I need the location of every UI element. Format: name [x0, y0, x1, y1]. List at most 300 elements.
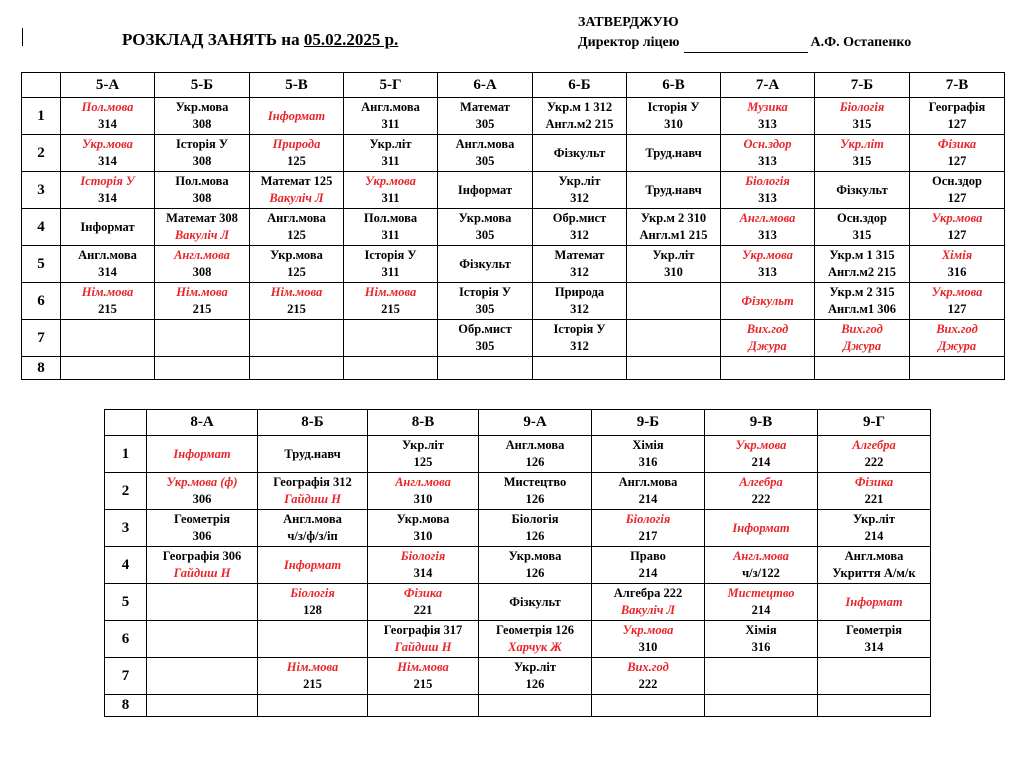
- lesson-line: Англ.м1 306: [827, 302, 897, 316]
- highlighted-line: Біологія: [290, 586, 335, 600]
- lesson-cell: [721, 98, 815, 135]
- lesson-cell: [147, 510, 258, 547]
- highlighted-line: Біологія: [839, 100, 885, 114]
- lesson-line: Англ.м1 215: [639, 228, 708, 242]
- highlighted-line: Вакуліч Л: [174, 228, 230, 242]
- highlighted-line: Джура: [748, 339, 787, 353]
- lesson-cell: [368, 547, 479, 584]
- lesson-number: 5: [105, 584, 147, 621]
- corner-cell: [105, 410, 147, 436]
- lesson-line: 308: [192, 265, 212, 279]
- lesson-cell: [155, 209, 250, 246]
- highlighted-line: Вакуліч Л: [620, 603, 676, 617]
- lesson-line: Математ: [554, 248, 605, 262]
- lesson-cell: [258, 658, 368, 695]
- lesson-line: 312: [570, 191, 589, 205]
- lesson-line: Англ.мова: [618, 475, 678, 489]
- lesson-cell: [155, 246, 250, 283]
- lesson-line: 306: [192, 529, 212, 543]
- lesson-cell: [258, 436, 368, 473]
- lesson-cell: [368, 695, 479, 717]
- lesson-cell: [258, 695, 368, 717]
- lesson-line: Труд.навч: [284, 446, 341, 461]
- class-header: 5-В: [250, 73, 344, 98]
- highlighted-line: Нім.мова: [286, 660, 339, 674]
- lesson-cell: [344, 135, 438, 172]
- class-header: 7-Б: [815, 73, 910, 98]
- lesson-cell: [250, 135, 344, 172]
- highlighted-line: Хімія: [941, 248, 973, 262]
- lesson-cell: [258, 473, 368, 510]
- approval-block: [578, 13, 911, 53]
- lesson-line: 127: [947, 117, 967, 131]
- lesson-row: [105, 658, 931, 695]
- lesson-line: Географія 306: [162, 549, 242, 563]
- lesson-cell: [250, 98, 344, 135]
- lesson-line: Труд.навч: [645, 182, 702, 197]
- highlighted-line: Інформат: [173, 446, 231, 461]
- lesson-cell: [147, 547, 258, 584]
- lesson-cell: [479, 436, 592, 473]
- lesson-line: 310: [638, 640, 658, 654]
- lesson-cell: [910, 209, 1005, 246]
- lesson-cell: [61, 246, 155, 283]
- lesson-line: 305: [475, 117, 495, 131]
- lesson-line: 316: [751, 640, 771, 654]
- lesson-line: Математ 125: [260, 174, 333, 188]
- highlighted-line: Інформат: [732, 520, 790, 535]
- lesson-cell: [147, 658, 258, 695]
- highlighted-line: Укр.мова (ф): [166, 475, 238, 489]
- lesson-cell: [344, 283, 438, 320]
- lesson-row: [105, 584, 931, 621]
- header-row: [105, 410, 931, 436]
- lesson-line: Труд.навч: [645, 145, 702, 160]
- lesson-line: 314: [98, 154, 117, 168]
- lesson-cell: [705, 436, 818, 473]
- highlighted-line: Нім.мова: [397, 660, 449, 674]
- lesson-line: 125: [287, 228, 306, 242]
- lesson-line: 311: [381, 117, 400, 131]
- lesson-line: Укр.мова: [458, 211, 512, 225]
- lesson-line: 214: [638, 566, 658, 580]
- lesson-cell: [818, 436, 931, 473]
- highlighted-line: Вакуліч Л: [269, 191, 324, 205]
- lesson-row: [105, 695, 931, 717]
- class-header: 8-А: [147, 410, 258, 436]
- highlighted-line: Вих.год: [746, 322, 789, 336]
- lesson-row: [22, 320, 1005, 357]
- lesson-line: 305: [475, 339, 495, 353]
- lesson-line: 312: [570, 265, 589, 279]
- lesson-cell: [155, 320, 250, 357]
- lesson-cell: [592, 695, 705, 717]
- lesson-line: 125: [287, 265, 306, 279]
- highlighted-line: Фізика: [403, 586, 443, 600]
- lesson-cell: [705, 658, 818, 695]
- class-header: 5-А: [61, 73, 155, 98]
- lesson-cell: [368, 436, 479, 473]
- lesson-cell: [61, 172, 155, 209]
- lesson-line: Укр.літ: [652, 248, 695, 262]
- class-header: 6-Б: [533, 73, 627, 98]
- lesson-line: ч/з/122: [742, 566, 780, 580]
- approve-label: ЗАТВЕРДЖУЮ: [578, 15, 679, 30]
- lesson-cell: [533, 357, 627, 380]
- lesson-cell: [479, 621, 592, 658]
- lesson-cell: [368, 658, 479, 695]
- lesson-number: 8: [105, 695, 147, 717]
- lesson-cell: [818, 695, 931, 717]
- lesson-line: Укр.літ: [369, 137, 412, 151]
- lesson-cell: [438, 320, 533, 357]
- lesson-line: Укр.м 2 310: [640, 211, 707, 225]
- lesson-line: 314: [98, 265, 117, 279]
- highlighted-line: Вих.год: [936, 322, 978, 336]
- lesson-line: 316: [947, 265, 967, 279]
- lesson-line: Обр.мист: [458, 322, 512, 336]
- lesson-cell: [155, 135, 250, 172]
- lesson-cell: [592, 584, 705, 621]
- lesson-line: 310: [664, 117, 683, 131]
- text-cursor-mark: [22, 28, 23, 46]
- lesson-row: [22, 283, 1005, 320]
- lesson-cell: [147, 584, 258, 621]
- lesson-line: Історія У: [175, 137, 229, 151]
- lesson-number: 1: [105, 436, 147, 473]
- lesson-cell: [344, 172, 438, 209]
- lesson-line: Укр.мова: [175, 100, 229, 114]
- lesson-cell: [815, 98, 910, 135]
- lesson-cell: [61, 357, 155, 380]
- lesson-cell: [368, 584, 479, 621]
- lesson-cell: [627, 98, 721, 135]
- lesson-cell: [721, 172, 815, 209]
- highlighted-line: Англ.мова: [733, 549, 789, 563]
- lesson-cell: [815, 246, 910, 283]
- lesson-cell: [147, 621, 258, 658]
- lesson-line: 311: [381, 191, 400, 205]
- highlighted-line: Нім.мова: [176, 285, 228, 299]
- lesson-line: 310: [664, 265, 683, 279]
- lesson-cell: [705, 584, 818, 621]
- class-header: 9-Г: [818, 410, 931, 436]
- lesson-cell: [258, 621, 368, 658]
- lesson-line: Історія У: [364, 248, 417, 262]
- lesson-line: Укр.мова: [396, 512, 450, 526]
- lesson-cell: [479, 584, 592, 621]
- lesson-cell: [818, 547, 931, 584]
- director-line: [578, 33, 911, 53]
- lesson-line: 215: [98, 302, 117, 316]
- highlighted-line: Укр.мова: [931, 211, 983, 225]
- lesson-line: 221: [864, 492, 884, 506]
- lesson-cell: [910, 320, 1005, 357]
- lesson-line: Укр.мова: [270, 248, 323, 262]
- lesson-line: Укр.м 2 315: [829, 285, 895, 299]
- lesson-cell: [344, 209, 438, 246]
- lesson-line: 316: [638, 455, 658, 469]
- lesson-cell: [627, 357, 721, 380]
- lesson-line: Географія: [928, 100, 986, 114]
- highlighted-line: Укр.мова: [742, 248, 793, 262]
- lesson-line: 214: [751, 603, 771, 617]
- highlighted-line: Алгебра: [852, 438, 896, 452]
- highlighted-line: Харчук Ж: [508, 640, 562, 654]
- lesson-row: [22, 246, 1005, 283]
- class-header: 9-А: [479, 410, 592, 436]
- lesson-cell: [258, 584, 368, 621]
- lesson-number: 2: [105, 473, 147, 510]
- lesson-number: 3: [105, 510, 147, 547]
- lesson-line: Англ.мова: [844, 549, 904, 563]
- lesson-cell: [155, 98, 250, 135]
- lesson-cell: [910, 135, 1005, 172]
- highlighted-line: Нім.мова: [81, 285, 134, 299]
- lesson-line: Алгебра 222: [613, 586, 683, 600]
- lesson-line: 127: [947, 228, 967, 242]
- lesson-line: 313: [758, 154, 777, 168]
- lesson-line: Укр.м 1 312: [546, 100, 613, 114]
- lesson-cell: [438, 209, 533, 246]
- lesson-cell: [705, 621, 818, 658]
- lesson-line: 222: [638, 677, 658, 691]
- lesson-cell: [910, 172, 1005, 209]
- lesson-cell: [147, 473, 258, 510]
- lesson-line: Пол.мова: [363, 211, 418, 225]
- lesson-line: 311: [381, 265, 400, 279]
- lesson-line: Англ.мова: [361, 100, 420, 114]
- lesson-line: 315: [852, 117, 872, 131]
- lesson-cell: [815, 357, 910, 380]
- lesson-line: 127: [947, 191, 967, 205]
- lesson-line: 308: [192, 154, 212, 168]
- lesson-line: 215: [381, 302, 400, 316]
- class-header: 6-В: [627, 73, 721, 98]
- highlighted-line: Алгебра: [739, 475, 783, 489]
- lesson-line: 311: [381, 154, 400, 168]
- lesson-cell: [344, 357, 438, 380]
- lesson-cell: [438, 135, 533, 172]
- lesson-line: Математ: [460, 100, 510, 114]
- title-prefix: РОЗКЛАД ЗАНЯТЬ на: [122, 30, 304, 49]
- lesson-line: Пол.мова: [175, 174, 229, 188]
- lesson-line: 215: [192, 302, 212, 316]
- lesson-cell: [250, 209, 344, 246]
- lesson-cell: [815, 172, 910, 209]
- lesson-line: 305: [475, 302, 495, 316]
- class-header: 9-Б: [592, 410, 705, 436]
- lesson-cell: [479, 510, 592, 547]
- lesson-row: [22, 357, 1005, 380]
- lesson-line: 314: [413, 566, 433, 580]
- class-header: 7-В: [910, 73, 1005, 98]
- lesson-line: 215: [413, 677, 433, 691]
- lesson-cell: [815, 209, 910, 246]
- lesson-line: Укр.м 1 315: [829, 248, 895, 262]
- lesson-cell: [147, 695, 258, 717]
- lesson-cell: [533, 283, 627, 320]
- lesson-cell: [155, 283, 250, 320]
- lesson-cell: [368, 510, 479, 547]
- lesson-line: Англ.м2 215: [545, 117, 614, 131]
- lesson-line: 308: [192, 117, 212, 131]
- lesson-line: 313: [758, 265, 777, 279]
- highlighted-line: Інформат: [267, 108, 326, 123]
- highlighted-line: Англ.мова: [395, 475, 451, 489]
- lesson-line: 310: [413, 492, 433, 506]
- lesson-row: [105, 547, 931, 584]
- highlighted-line: Укр.літ: [840, 137, 884, 151]
- lesson-cell: [592, 658, 705, 695]
- lesson-cell: [344, 320, 438, 357]
- lesson-cell: [592, 547, 705, 584]
- highlighted-line: Вих.год: [627, 660, 669, 674]
- lesson-line: 314: [98, 191, 117, 205]
- lesson-line: Фізкульт: [553, 145, 606, 160]
- lesson-cell: [250, 357, 344, 380]
- highlighted-line: Гайдиш Н: [173, 566, 231, 580]
- lesson-line: Фізкульт: [459, 256, 511, 271]
- lesson-cell: [479, 695, 592, 717]
- lesson-line: 308: [192, 191, 212, 205]
- lesson-cell: [592, 621, 705, 658]
- schedule-table-grades-8-9: [104, 409, 931, 717]
- director-label: Директор ліцею: [578, 35, 680, 50]
- highlighted-line: Укр.мова: [365, 174, 416, 188]
- lesson-line: 126: [525, 566, 545, 580]
- lesson-number: 2: [22, 135, 61, 172]
- lesson-line: 126: [525, 529, 545, 543]
- highlighted-line: Гайдиш Н: [394, 640, 452, 654]
- lesson-line: Осн.здор: [837, 211, 887, 225]
- lesson-number: 6: [105, 621, 147, 658]
- lesson-line: ч/з/ф/з/іп: [287, 529, 338, 543]
- lesson-cell: [61, 283, 155, 320]
- lesson-cell: [721, 357, 815, 380]
- lesson-line: Географія 317: [383, 623, 463, 637]
- lesson-cell: [258, 510, 368, 547]
- highlighted-line: Інформат: [283, 557, 342, 572]
- lesson-line: Історія У: [553, 322, 606, 336]
- lesson-line: 125: [287, 154, 306, 168]
- lesson-line: 128: [303, 603, 322, 617]
- lesson-cell: [705, 547, 818, 584]
- lesson-cell: [818, 658, 931, 695]
- lesson-line: 214: [864, 529, 884, 543]
- lesson-cell: [533, 209, 627, 246]
- lesson-line: Англ.м2 215: [827, 265, 897, 279]
- lesson-line: Хімія: [745, 623, 777, 637]
- lesson-cell: [533, 320, 627, 357]
- lesson-cell: [815, 320, 910, 357]
- lesson-row: [22, 98, 1005, 135]
- lesson-line: Географія 312: [273, 475, 352, 489]
- lesson-line: 314: [98, 117, 117, 131]
- lesson-cell: [910, 357, 1005, 380]
- lesson-line: 311: [381, 228, 400, 242]
- lesson-cell: [61, 209, 155, 246]
- highlighted-line: Джура: [842, 339, 882, 353]
- lesson-line: Геометрія 126: [496, 623, 574, 637]
- class-header: 9-В: [705, 410, 818, 436]
- lesson-number: 5: [22, 246, 61, 283]
- highlighted-line: Історія У: [80, 174, 135, 188]
- lesson-line: Право: [630, 549, 666, 563]
- lesson-cell: [815, 283, 910, 320]
- lesson-number: 8: [22, 357, 61, 380]
- lesson-cell: [627, 246, 721, 283]
- lesson-cell: [721, 209, 815, 246]
- lesson-row: [22, 209, 1005, 246]
- class-header: 6-А: [438, 73, 533, 98]
- lesson-cell: [344, 246, 438, 283]
- lesson-line: Укр.літ: [852, 512, 896, 526]
- lesson-number: 4: [105, 547, 147, 584]
- lesson-cell: [910, 246, 1005, 283]
- lesson-line: Укр.мова: [508, 549, 562, 563]
- highlighted-line: Пол.мова: [81, 100, 134, 114]
- lesson-line: 222: [864, 455, 884, 469]
- lesson-line: 214: [638, 492, 658, 506]
- highlighted-line: Нім.мова: [364, 285, 417, 299]
- highlighted-line: Укр.мова: [735, 438, 787, 452]
- lesson-line: Англ.мова: [283, 512, 342, 526]
- lesson-cell: [721, 135, 815, 172]
- lesson-cell: [61, 98, 155, 135]
- lesson-cell: [258, 547, 368, 584]
- highlighted-line: Фізика: [937, 137, 977, 151]
- header-row: [22, 73, 1005, 98]
- lesson-line: 215: [303, 677, 322, 691]
- lesson-cell: [533, 98, 627, 135]
- highlighted-line: Укр.мова: [931, 285, 983, 299]
- lesson-row: [22, 135, 1005, 172]
- lesson-cell: [815, 135, 910, 172]
- lesson-cell: [61, 135, 155, 172]
- lesson-cell: [479, 547, 592, 584]
- lesson-line: 126: [525, 492, 545, 506]
- lesson-line: Інформат: [457, 182, 513, 197]
- lesson-line: Мистецтво: [503, 475, 567, 489]
- lesson-cell: [155, 357, 250, 380]
- highlighted-line: Фізкульт: [741, 293, 794, 308]
- lesson-cell: [705, 510, 818, 547]
- lesson-line: Історія У: [647, 100, 700, 114]
- lesson-cell: [592, 473, 705, 510]
- page-title: [122, 30, 398, 50]
- lesson-line: Фізкульт: [509, 594, 561, 609]
- lesson-line: Англ.мова: [267, 211, 326, 225]
- lesson-cell: [627, 172, 721, 209]
- lesson-cell: [438, 357, 533, 380]
- lesson-line: Укр.літ: [558, 174, 601, 188]
- director-name: А.Ф. Остапенко: [810, 35, 912, 50]
- lesson-line: 313: [758, 191, 777, 205]
- lesson-cell: [155, 172, 250, 209]
- highlighted-line: Фізика: [854, 475, 894, 489]
- lesson-line: 126: [525, 677, 545, 691]
- lesson-line: Англ.мова: [505, 438, 565, 452]
- lesson-cell: [533, 246, 627, 283]
- title-date: 05.02.2025 р.: [303, 30, 399, 49]
- lesson-line: Хімія: [632, 438, 664, 452]
- lesson-number: 7: [22, 320, 61, 357]
- lesson-cell: [438, 98, 533, 135]
- lesson-cell: [818, 510, 931, 547]
- highlighted-line: Природа: [272, 137, 321, 151]
- lesson-cell: [61, 320, 155, 357]
